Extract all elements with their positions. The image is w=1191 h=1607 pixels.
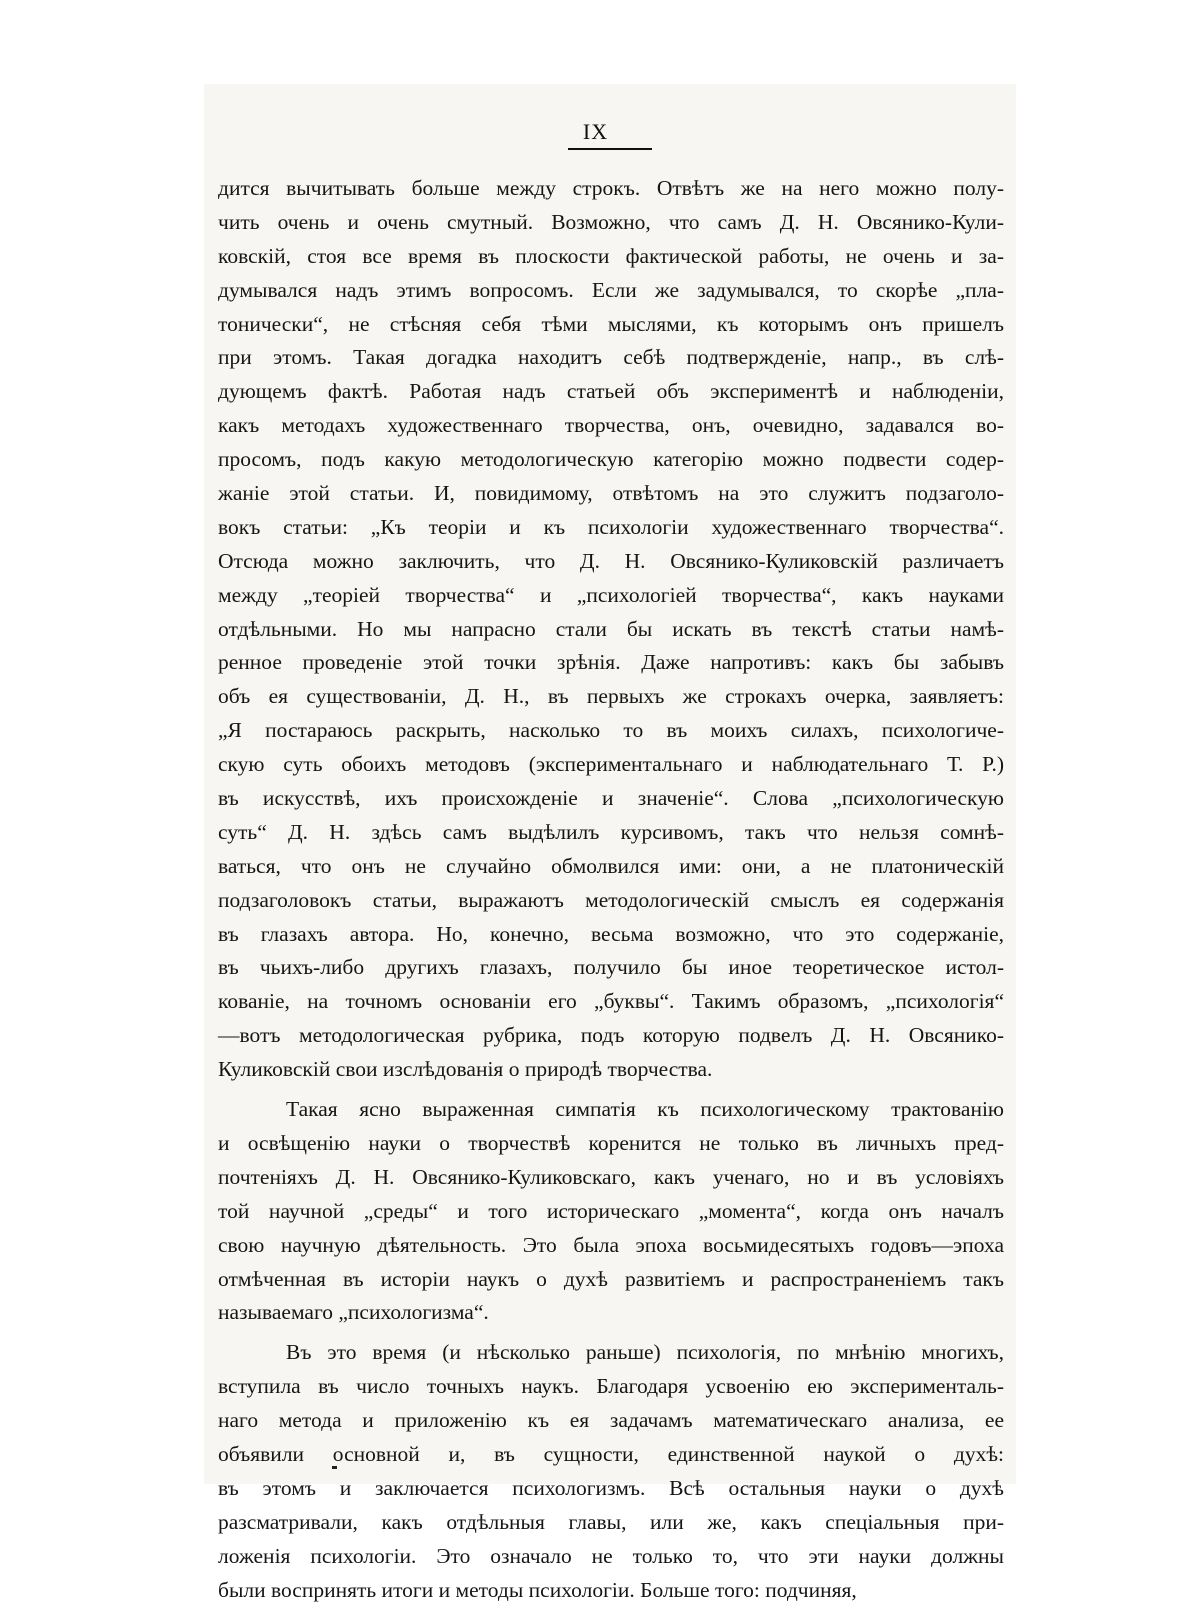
text-line: почтеніяхъ Д. Н. Овсянико-Куликовскаго, какъ ученаго, но и въ условіяхъ [218, 1164, 1004, 1189]
text-line: Въ это время (и нѣсколько раньше) психологія, по мнѣнію многихъ, [286, 1340, 1004, 1365]
paragraph [218, 172, 1004, 1087]
text-line: отдѣльными. Но мы напрасно стали бы искать въ текстѣ статьи намѣ- [218, 616, 1004, 641]
text-line: вступила въ число точныхъ наукъ. Благодаря усвоенію ею эксперименталь- [218, 1374, 1004, 1399]
text-line: ложенія психологіи. Это означало не только то, что эти науки должны [218, 1543, 1004, 1568]
paragraph [218, 1093, 1004, 1330]
text-line: кованіе, на точномъ основаніи его „буквы“. Такимъ образомъ, „психологія“ [218, 989, 1004, 1014]
text-line: между „теоріей творчества“ и „психологіей творчества“, какъ науками [218, 582, 1004, 607]
text-line: были воспринять итоги и методы психологіи. Больше того: подчиняя, [218, 1577, 857, 1602]
text-line: и освѣщенію науки о творчествѣ коренится не только въ личныхъ пред- [218, 1130, 1004, 1155]
text-line: наго метода и приложенію къ ея задачамъ математическаго анализа, ее [218, 1408, 1004, 1433]
header-rule [568, 148, 652, 150]
page-number: IX [582, 119, 609, 144]
text-line: подзаголовокъ статьи, выражаютъ методологическій смыслъ ея содержанія [218, 887, 1004, 912]
text-line: тонически“, не стѣсняя себя тѣми мыслями, къ которымъ онъ пришелъ [218, 311, 1004, 336]
text-line: въ этомъ и заключается психологизмъ. Всѣ остальныя науки о духѣ [218, 1475, 1004, 1500]
text-line: —вотъ методологическая рубрика, подъ которую подвелъ Д. Н. Овсянико- [218, 1023, 1004, 1048]
text-line: Куликовскій свои изслѣдованія о природѣ творчества. [218, 1057, 713, 1082]
text-line: какъ методахъ художественнаго творчества, онъ, очевидно, задавался во- [218, 413, 1004, 438]
text-line: объявили основной и, въ сущности, единственной наукой о духѣ: [218, 1441, 1004, 1466]
text-line: вокъ статьи: „Къ теоріи и къ психологіи художественнаго творчества“. [218, 514, 1004, 539]
text-line: скую суть обоихъ методовъ (экспериментальнаго и наблюдательнаго Т. Р.) [218, 752, 1004, 777]
text-line: ковскій, стоя все время въ плоскости фактической работы, не очень и за- [218, 243, 1004, 268]
text-line: просомъ, подъ какую методологическую категорію можно подвести содер- [218, 447, 1004, 472]
text-line: при этомъ. Такая догадка находитъ себѣ подтвержденіе, напр., въ слѣ- [218, 345, 1004, 370]
text-line: отмѣченная въ исторіи наукъ о духѣ развитіемъ и распространеніемъ такъ [218, 1266, 1004, 1291]
text-line: въ чьихъ-либо другихъ глазахъ, получило бы иное теоретическое истол- [218, 955, 1004, 980]
text-line: въ глазахъ автора. Но, конечно, весьма возможно, что это содержаніе, [218, 921, 1004, 946]
text-line: разсматривали, какъ отдѣльныя главы, или же, какъ спеціальныя при- [218, 1509, 1004, 1534]
text-line: чить очень и очень смутный. Возможно, что самъ Д. Н. Овсянико-Кули- [218, 209, 1004, 234]
text-line: свою научную дѣятельность. Это была эпоха восьмидесятыхъ годовъ—эпоха [218, 1232, 1004, 1257]
text-line: дующемъ фактѣ. Работая надъ статьей объ экспериментѣ и наблюденіи, [218, 379, 1004, 404]
text-line: называемаго „психологизма“. [218, 1300, 489, 1325]
text-line: въ искусствѣ, ихъ происхожденіе и значеніе“. Слова „психологическую [218, 786, 1004, 811]
text-line: суть“ Д. Н. здѣсь самъ выдѣлилъ курсивомъ, такъ что нельзя сомнѣ- [218, 819, 1004, 844]
ink-mark [332, 1466, 337, 1469]
text-line: „Я постараюсь раскрыть, насколько то въ моихъ силахъ, психологиче- [218, 718, 1004, 743]
text-line: ренное проведеніе этой точки зрѣнія. Даже напротивъ: какъ бы забывъ [218, 650, 1004, 675]
text-line: той научной „среды“ и того историческаго „момента“, когда онъ началъ [218, 1198, 1004, 1223]
text-line: дится вычитывать больше между строкъ. Отвѣтъ же на него можно полу- [218, 176, 1004, 200]
text-line: объ ея существованіи, Д. Н., въ первыхъ же строкахъ очерка, заявляетъ: [218, 684, 1004, 709]
text-line: ваться, что онъ не случайно обмолвился ими: они, а не платоническій [218, 853, 1004, 878]
text-line: жаніе этой статьи. И, повидимому, отвѣтомъ на это служитъ подзаголо- [218, 481, 1004, 506]
body-text [218, 172, 1004, 1607]
text-line: Такая ясно выраженная симпатія къ психологическому трактованію [286, 1097, 1004, 1122]
paragraph [218, 1336, 1004, 1607]
text-line: Отсюда можно заключить, что Д. Н. Овсянико-Куликовскій различаетъ [218, 548, 1004, 573]
text-line: думывался надъ этимъ вопросомъ. Если же задумывался, то скорѣе „пла- [218, 277, 1004, 302]
